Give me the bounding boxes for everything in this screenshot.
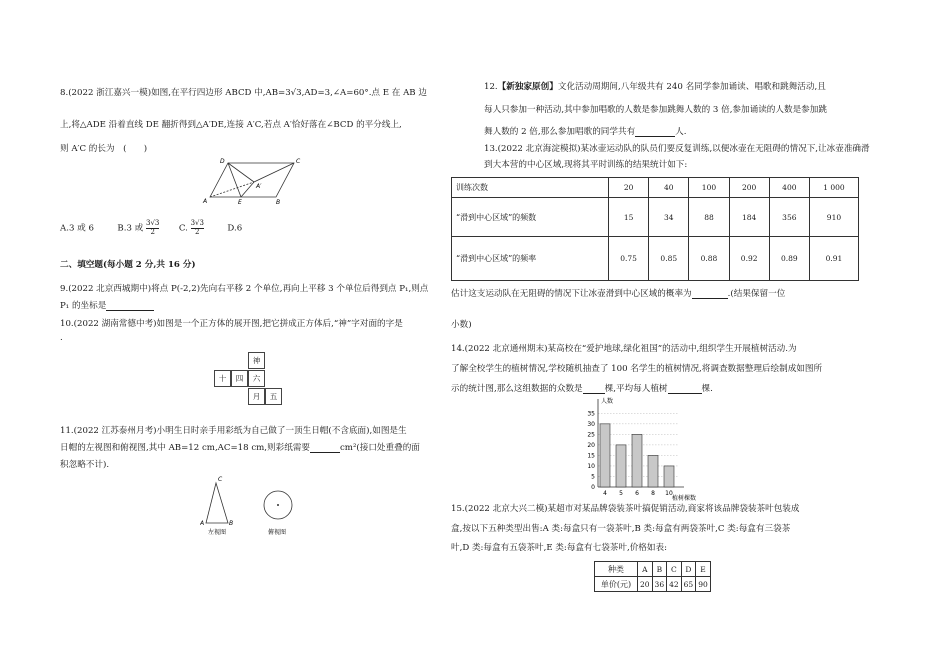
q11-line-2: 日帽的左视图和俯视图,其中 AB=12 cm,AC=18 cm,则彩纸需要 cm²(接口处重叠的面 — [60, 443, 420, 453]
table-cell: B — [652, 562, 667, 577]
table-cell: 0.85 — [649, 237, 689, 281]
table-cell: 356 — [769, 198, 809, 237]
table-header-cell: 200 — [729, 178, 769, 198]
bar-4 — [600, 424, 610, 487]
table-cell: 0.75 — [609, 237, 649, 281]
table-header-cell: 1 000 — [809, 178, 858, 198]
y-tick-label: 25 — [587, 431, 595, 439]
q13-answer-blank[interactable] — [692, 289, 728, 299]
q10-line-2: . — [60, 333, 63, 343]
table-row — [595, 562, 711, 577]
section-fill-blank-title: 二、填空题(每小题 2 分,共 16 分) — [60, 260, 196, 270]
table-header-cell: 400 — [769, 178, 809, 198]
fig-label-a: A — [203, 198, 208, 205]
table-cell: 36 — [652, 577, 667, 592]
table-cell: 88 — [689, 198, 729, 237]
table-header-cell: 训练次数 — [452, 178, 609, 198]
q13-line-4: 小数) — [451, 320, 472, 330]
table-cell: 单价(元) — [595, 577, 638, 592]
y-tick-label: 35 — [587, 410, 595, 418]
table-header-cell: 40 — [649, 178, 689, 198]
q9-answer-blank[interactable] — [106, 301, 154, 311]
net-cell-si: 四 — [231, 370, 248, 387]
table-cell: 种类 — [595, 562, 638, 577]
fig-label-a-prime: A′ — [256, 183, 262, 190]
x-tick-label: 4 — [603, 490, 607, 497]
q11-line-3: 积忽略不计). — [60, 460, 110, 470]
q8-option-d: D.6 — [227, 223, 243, 234]
q12-line-3: 舞人数的 2 倍,那么参加唱歌的同学共有 人. — [484, 127, 687, 137]
x-tick-label: 5 — [619, 490, 623, 497]
q9-line-2: P₁ 的坐标是 — [60, 299, 154, 311]
x-tick-label: 8 — [651, 490, 655, 497]
q13-line-2: 到大本营的中心区域,现将其平时训练的结果统计如下: — [484, 160, 688, 170]
q12-line-1: 12.【新独家原创】文化活动周期间,八年级共有 240 名同学参加诵读、唱歌和跳舞活动,且 — [484, 82, 826, 92]
table-cell: “滑到中心区域”的频数 — [452, 198, 609, 237]
q15-line-3: 叶,D 类:每盒有五袋茶叶,E 类:每盒有七袋茶叶,价格如表: — [451, 543, 667, 553]
q15-line-1: 15.(2022 北京大兴二模)某超市对某品牌袋装茶叶搞促销活动,商家将该品牌袋装茶叶包装成 — [451, 504, 800, 514]
table-cell: 0.91 — [809, 237, 858, 281]
q8-option-b-frac: $\frac{3√3}{2}$ — [145, 219, 160, 236]
y-tick-label: 10 — [587, 462, 595, 470]
q11-answer-blank[interactable] — [310, 443, 340, 453]
table-cell: 0.88 — [689, 237, 729, 281]
net-cell-shi: 十 — [214, 370, 231, 387]
q8-line-1: 8.(2022 浙江嘉兴一模)如图,在平行四边形 ABCD 中,AB=3√3,AD=3,∠A=60°.点 E 在 AB 边 — [60, 88, 427, 98]
net-cell-shen: 神 — [248, 352, 265, 369]
question-8 — [60, 86, 427, 98]
y-tick-label: 15 — [587, 452, 595, 460]
q8-option-c: C. — [178, 223, 188, 234]
y-axis-label: 人数 — [601, 398, 614, 405]
top-view-caption: 俯视图 — [268, 529, 287, 536]
table-cell: 42 — [667, 577, 682, 592]
price-table — [594, 561, 711, 592]
q12-line-2: 每人只参加一种活动,其中参加唱歌的人数是参加跳舞人数的 3 倍,参加诵读的人数是参加跳 — [484, 105, 827, 115]
q14-mean-blank[interactable] — [668, 384, 702, 394]
q14-line-2: 了解全校学生的植树情况,学校随机抽查了 100 名学生的植树情况,将调查数据整理后绘制成如图所 — [451, 364, 823, 374]
fig-label-c: C — [296, 158, 301, 165]
table-cell: 184 — [729, 198, 769, 237]
table-row — [452, 198, 859, 237]
q14-mode-blank[interactable] — [583, 384, 605, 394]
q8-line-3: 则 A′C 的长为 ( ) — [60, 144, 148, 154]
q10-line-1: 10.(2022 湖南常德中考)如图是一个正方体的展开图,把它拼成正方体后,“神”字对面的字是 — [60, 319, 403, 329]
y-tick-label: 30 — [587, 420, 595, 428]
q13-line-3: 估计这支运动队在无阻碍的情况下让冰壶滑到中心区域的概率为 .(结果保留一位 — [451, 289, 786, 299]
table-cell: 0.92 — [729, 237, 769, 281]
tree-planting-bar-chart — [578, 395, 698, 501]
fig-label-d: D — [220, 158, 225, 165]
bar-10 — [664, 466, 674, 487]
table-row — [452, 178, 859, 198]
y-tick-label: 5 — [591, 473, 595, 481]
net-cell-liu: 六 — [248, 370, 265, 387]
table-cell: C — [667, 562, 682, 577]
table-cell: “滑到中心区域”的频率 — [452, 237, 609, 281]
view-label-c: C — [218, 476, 223, 483]
bar-6 — [632, 434, 642, 487]
table-cell: E — [696, 562, 711, 577]
x-tick-label: 10 — [665, 490, 673, 497]
view-label-b: B — [229, 520, 234, 527]
q8-option-a: A.3 或 6 — [60, 223, 94, 234]
bar-8 — [648, 455, 658, 487]
q8-options — [60, 220, 242, 236]
table-cell: 90 — [696, 577, 711, 592]
table-cell: 15 — [609, 198, 649, 237]
x-tick-label: 6 — [635, 490, 639, 497]
y-origin-label: 0 — [591, 484, 595, 491]
q11-line-1: 11.(2022 江苏泰州月考)小明生日时亲手用彩纸为自己做了一顶生日帽(不含底面),如图是生 — [60, 426, 407, 436]
q12-answer-blank[interactable] — [635, 127, 675, 137]
table-header-cell: 100 — [689, 178, 729, 198]
q15-line-2: 盒,按以下五种类型出售:A 类:每盒只有一袋茶叶,B 类:每盒有两袋茶叶,C 类:每盒有三袋茶 — [451, 524, 791, 534]
table-cell: 0.89 — [769, 237, 809, 281]
parallelogram-figure — [198, 155, 308, 205]
q14-line-1: 14.(2022 北京通州期末)某高校在“爱护地球,绿化祖国”的活动中,组织学生开展植树活动.为 — [451, 344, 797, 354]
fig-label-e: E — [238, 199, 242, 205]
table-cell: 34 — [649, 198, 689, 237]
bar-5 — [616, 445, 626, 487]
training-results-table — [451, 177, 859, 281]
fig-label-b: B — [276, 199, 281, 205]
table-row — [452, 237, 859, 281]
view-label-a: A — [200, 520, 205, 527]
x-axis-label: 植树棵数 — [672, 495, 697, 501]
table-cell: 65 — [681, 577, 696, 592]
table-row — [595, 577, 711, 592]
table-header-cell: 20 — [609, 178, 649, 198]
q9-line-1: 9.(2022 北京西城期中)将点 P(-2,2)先向右平移 2 个单位,再向上平移 3 个单位后得到点 P₁,则点 — [60, 284, 429, 294]
birthday-hat-views — [200, 475, 310, 537]
net-cell-wu: 五 — [265, 388, 282, 405]
q8-option-b: B.3 或 — [117, 223, 144, 234]
q14-line-3: 示的统计图,那么这组数据的众数是 棵,平均每人植树 棵. — [451, 384, 713, 394]
q8-option-c-frac: $\frac{3√3}{2}$ — [190, 219, 204, 236]
q13-line-1: 13.(2022 北京海淀模拟)某冰壶运动队的队员们要反复训练,以便冰壶在无阻碍的情况下,让冰壶准确滑 — [484, 144, 870, 154]
table-cell: A — [638, 562, 653, 577]
y-tick-label: 20 — [587, 441, 595, 449]
table-cell: D — [681, 562, 696, 577]
table-cell: 910 — [809, 198, 858, 237]
table-cell: 20 — [638, 577, 653, 592]
net-cell-yue: 月 — [248, 388, 265, 405]
q8-line-2: 上,将△ADE 沿着直线 DE 翻折得到△A′DE,连接 A′C,若点 A′恰好落在∠BCD 的平分线上, — [60, 120, 402, 130]
cube-net-figure — [210, 352, 290, 408]
q12-tag: 【新独家原创】 — [497, 82, 558, 92]
left-view-caption: 左视图 — [208, 529, 227, 536]
